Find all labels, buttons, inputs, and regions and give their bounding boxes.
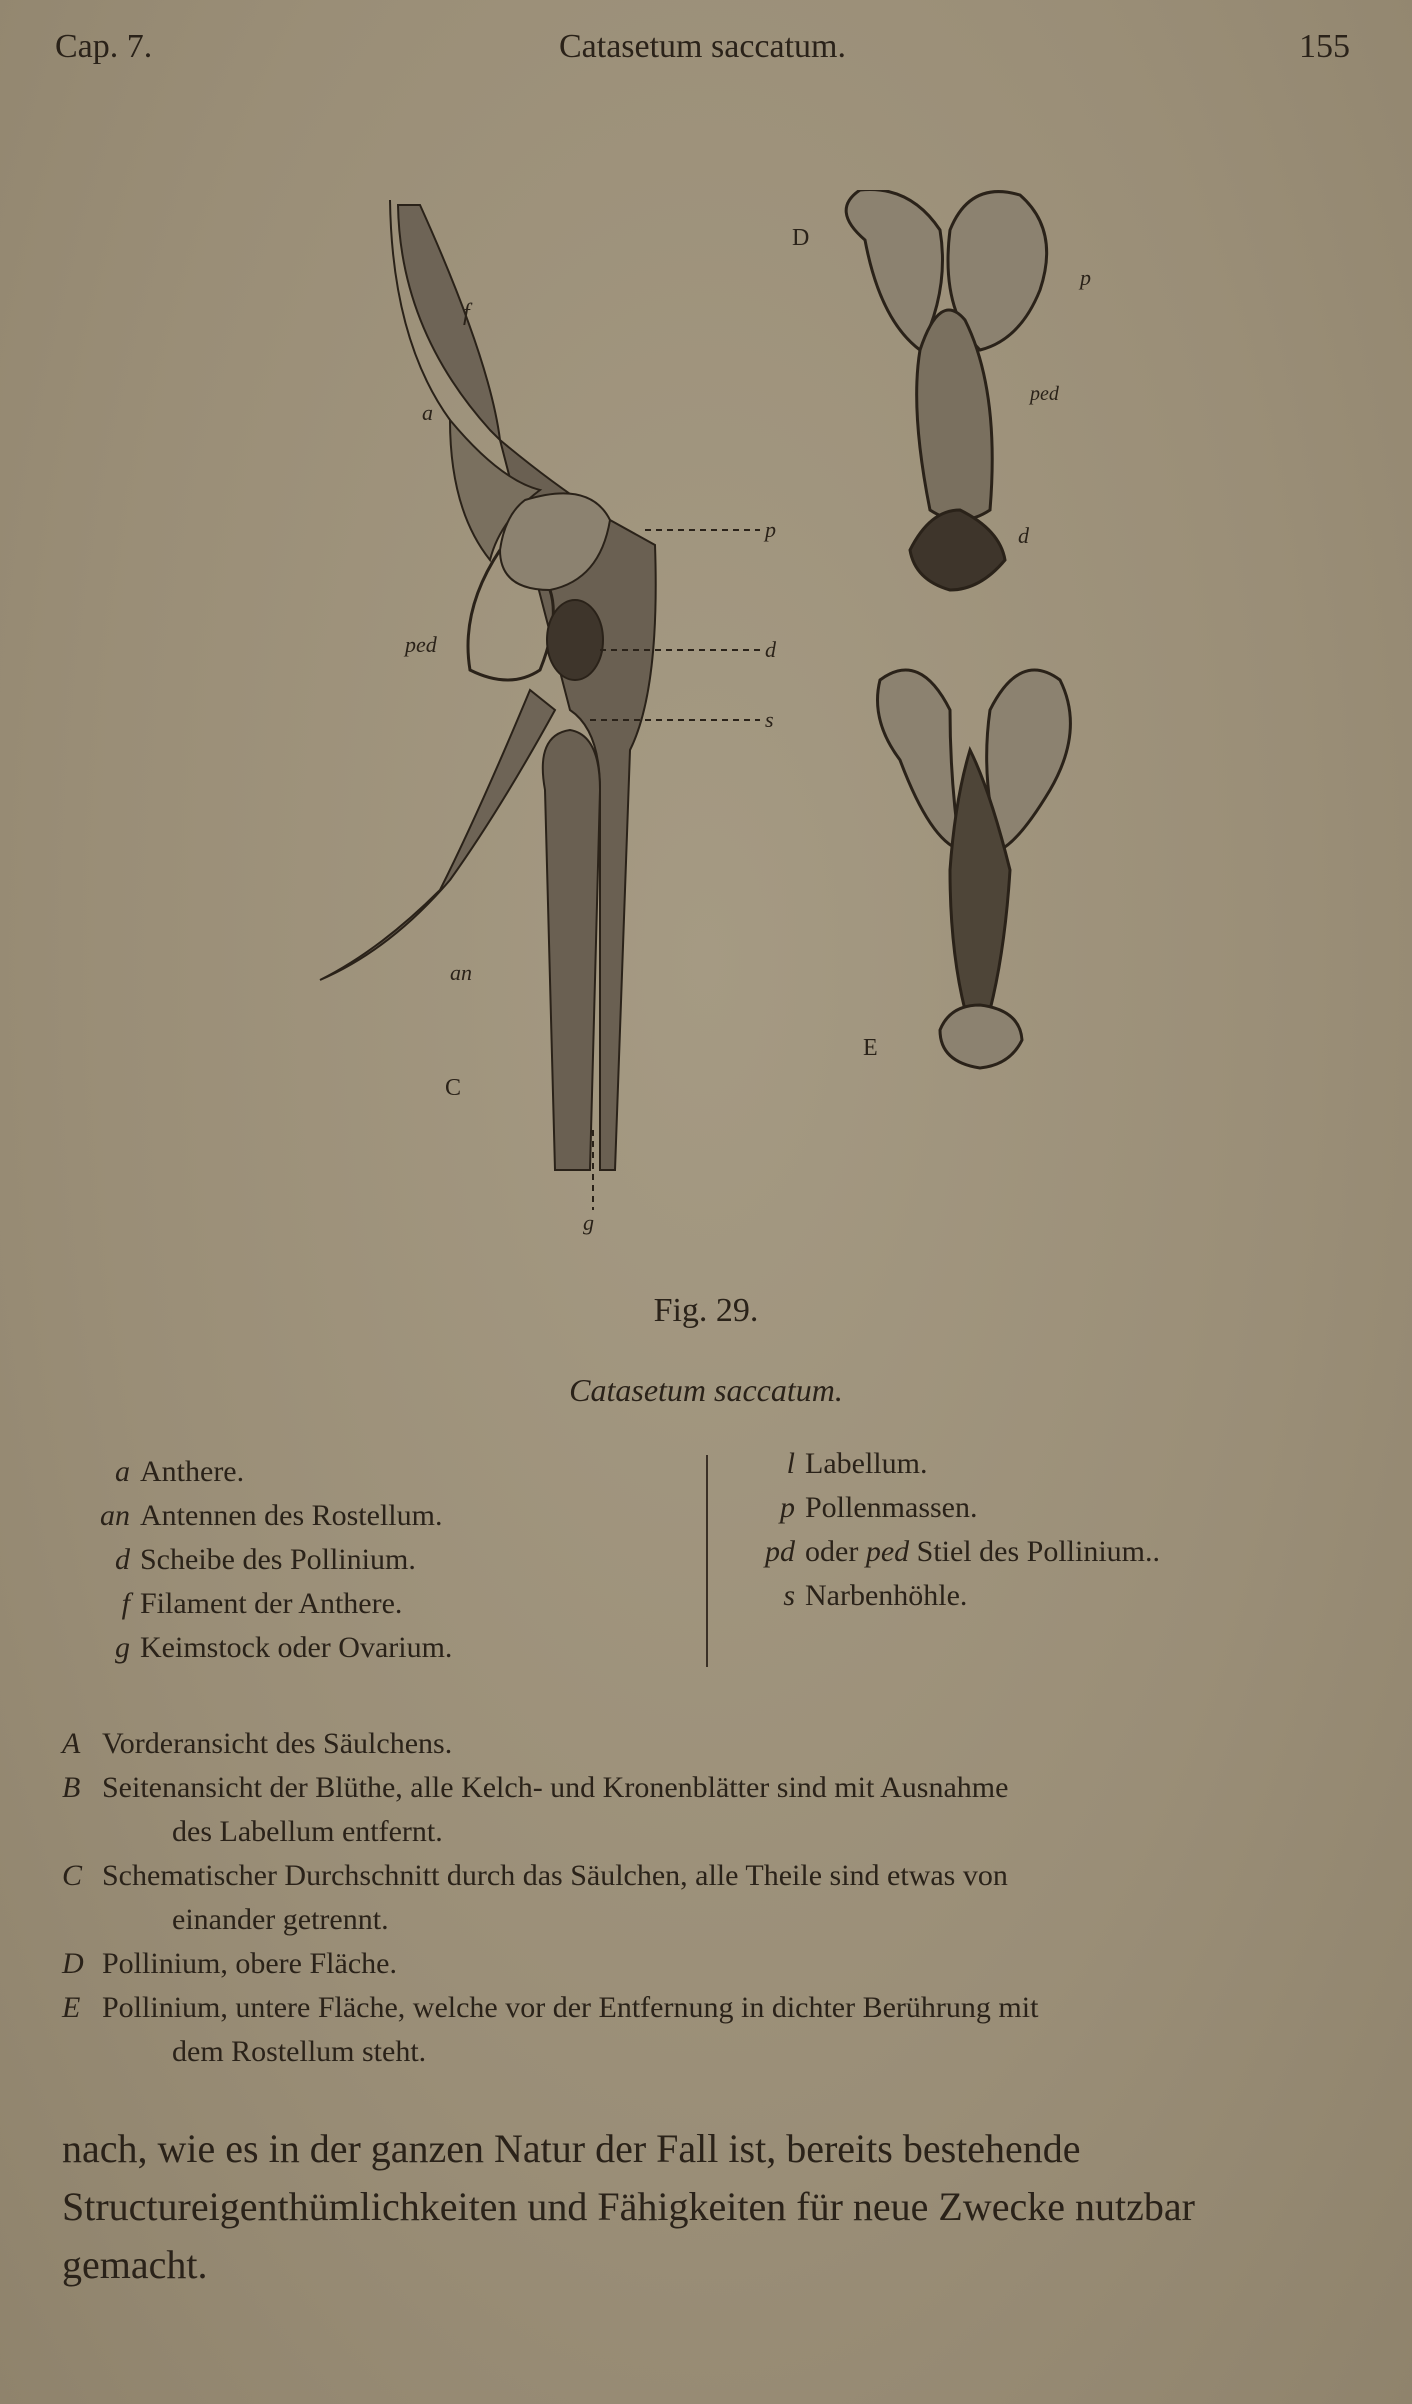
- view-text: Seitenansicht der Blüthe, alle Kelch- und Kronenblätter sind mit Ausnahme: [102, 1771, 1009, 1804]
- page-number: 155: [1299, 28, 1350, 65]
- legend-item: [80, 1626, 700, 1670]
- label-an: an: [450, 960, 472, 985]
- figure-c-section: [320, 200, 777, 1235]
- pollen-mass-left-d: [846, 190, 942, 350]
- legend-key: g: [115, 1631, 130, 1664]
- disc-d: [547, 600, 603, 680]
- legend-key: an: [100, 1499, 130, 1532]
- labellum-stem: [543, 730, 600, 1170]
- running-title: Catasetum saccatum.: [558, 28, 846, 65]
- body-line: Structureigenthümlichkeiten und Fähigkeiten für neue Zwecke nutzbar: [62, 2184, 1195, 2229]
- chapter-label: Cap. 7.: [55, 28, 153, 65]
- view-item: [62, 1722, 1350, 1766]
- legend-key: d: [115, 1543, 130, 1576]
- legend-text: Anthere.: [140, 1455, 245, 1488]
- label-g: g: [583, 1210, 594, 1235]
- view-key: C: [62, 1859, 83, 1892]
- page-header: [55, 28, 1350, 78]
- legend-left: [80, 1450, 700, 1670]
- view-key: B: [62, 1771, 81, 1804]
- figure-29-illustration: [300, 190, 1100, 1250]
- legend-text: Narbenhöhle.: [805, 1579, 968, 1612]
- view-text: Pollinium, obere Fläche.: [102, 1947, 397, 1980]
- view-item: [62, 1986, 1350, 2030]
- legend-item: [80, 1538, 700, 1582]
- view-item: [62, 1942, 1350, 1986]
- legend-text: Keimstock oder Ovarium.: [140, 1631, 453, 1664]
- view-key: E: [62, 1991, 81, 2024]
- legend-item: [80, 1450, 700, 1494]
- view-descriptions: [62, 1722, 1350, 2074]
- body-line: gemacht.: [62, 2242, 208, 2287]
- view-key: D: [62, 1947, 84, 1980]
- legend-text: Antennen des Rostellum.: [140, 1499, 443, 1532]
- view-item: [62, 1766, 1350, 1810]
- label-ped-left: ped: [405, 632, 437, 657]
- legend-key: s: [783, 1579, 795, 1612]
- disc-d-upper: [910, 510, 1005, 590]
- label-p-right: p: [1080, 265, 1091, 290]
- legend-connector: oder: [805, 1535, 859, 1568]
- legend-key: pd: [765, 1535, 795, 1568]
- legend-text: Filament der Anthere.: [140, 1587, 403, 1620]
- legend-text: Pollenmassen.: [805, 1491, 978, 1524]
- legend-key: p: [780, 1491, 795, 1524]
- legend-key: l: [786, 1447, 795, 1480]
- view-text: Vorderansicht des Säulchens.: [102, 1727, 453, 1760]
- label-a: a: [422, 400, 433, 425]
- view-text: Schematischer Durchschnitt durch das Säulchen, alle Theile sind etwas von: [102, 1859, 1008, 1892]
- legend-text: Stiel des Pollinium..: [916, 1535, 1160, 1568]
- label-d-right: d: [1018, 523, 1029, 548]
- label-D: D: [792, 225, 810, 251]
- legend-item: [735, 1442, 1335, 1486]
- legend-item: [735, 1574, 1335, 1618]
- label-C: C: [445, 1075, 462, 1101]
- figure-e-pollinium: [863, 670, 1070, 1068]
- legend-right: [735, 1442, 1335, 1618]
- filament-f: [398, 205, 500, 440]
- disc-e: [940, 1005, 1022, 1068]
- label-f: f: [463, 300, 470, 326]
- view-text: Pollinium, untere Fläche, welche vor der Entfernung in dichter Berührung mit: [102, 1991, 1039, 2024]
- view-text-cont: des Labellum entfernt.: [172, 1815, 443, 1848]
- view-key: A: [62, 1727, 81, 1760]
- antenna-an: [320, 690, 555, 980]
- legend-text: Labellum.: [805, 1447, 928, 1480]
- legend-text: Scheibe des Pollinium.: [140, 1543, 416, 1576]
- legend-item: [80, 1494, 700, 1538]
- label-d-leader: d: [765, 637, 776, 662]
- view-text-cont: dem Rostellum steht.: [172, 2035, 427, 2068]
- body-line: nach, wie es in der ganzen Natur der Fall ist, bereits bestehende: [62, 2126, 1081, 2171]
- figure-d-pollinium: [792, 190, 1091, 590]
- body-paragraph: [62, 2120, 1350, 2294]
- pollen-mass-left-e: [878, 670, 961, 850]
- figure-caption: Fig. 29.: [653, 1292, 759, 1329]
- legend-item: [735, 1530, 1335, 1574]
- view-text-cont: einander getrennt.: [172, 1903, 389, 1936]
- legend-item: [80, 1582, 700, 1626]
- legend-key-alt: ped: [865, 1535, 910, 1568]
- label-ped-right: ped: [1030, 383, 1059, 405]
- label-E: E: [863, 1035, 878, 1061]
- legend-divider: [706, 1455, 708, 1667]
- figure-subcaption: Catasetum saccatum.: [569, 1372, 843, 1408]
- label-p-leader: p: [765, 517, 776, 542]
- pollen-mass-right-e: [987, 670, 1071, 850]
- legend-item: [735, 1486, 1335, 1530]
- label-s-leader: s: [765, 707, 774, 732]
- legend-key: f: [121, 1587, 130, 1620]
- view-item: [62, 1854, 1350, 1898]
- legend-key: a: [115, 1455, 130, 1488]
